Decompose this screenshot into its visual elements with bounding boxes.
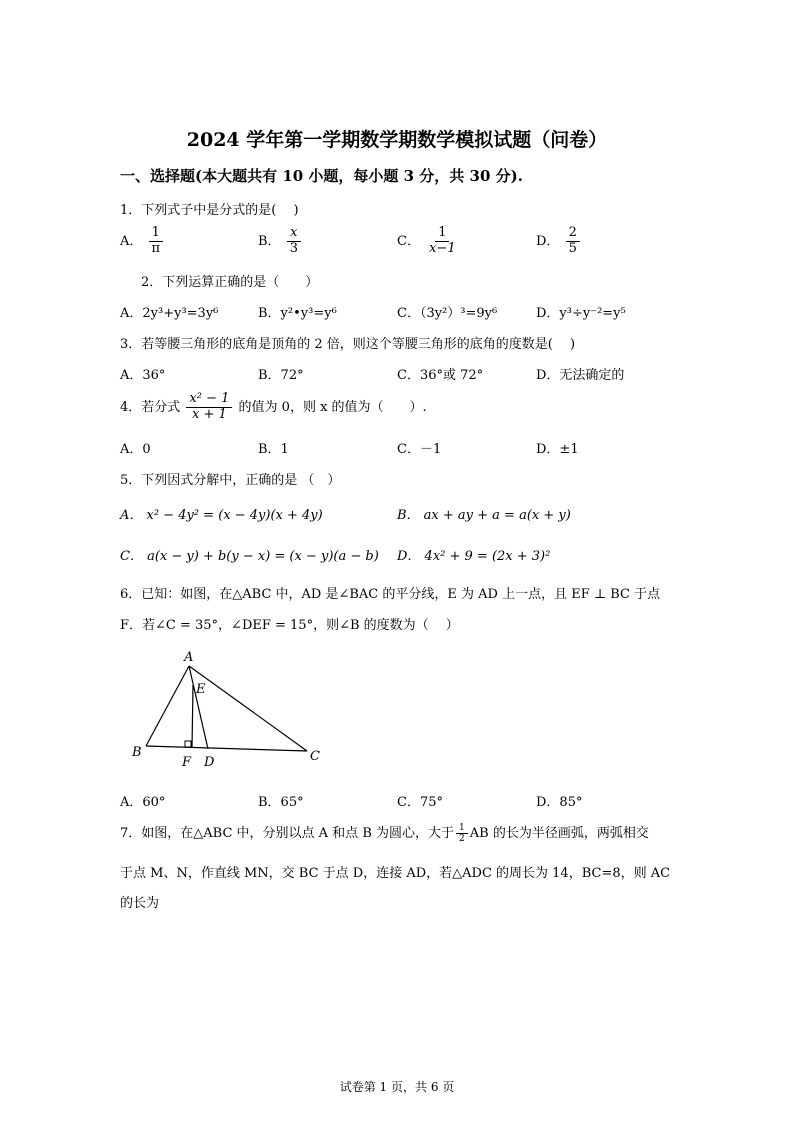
q4-option-b: B．1 [258,442,289,457]
segment-ab [146,666,189,746]
q4-option-c: C．－1 [397,442,442,457]
q1-option-c [397,226,461,257]
q1-d-fraction: $\frac{2}{5}$ [566,226,580,257]
q4-stem-post: 的值为 0，则 x 的值为（ ）. [238,399,427,415]
q6-option-d: D．85° [536,795,583,810]
q1-a-label: A． [120,233,143,249]
q7-stem-post: AB 的长为半径画弧，两弧相交 [469,826,649,841]
label-a: A [184,650,194,665]
q1-c-fraction: $\frac{1}{x-1}$ [429,225,456,256]
q1-d-label: D． [536,233,560,249]
q1-option-d [536,226,582,257]
q1-a-fraction: $\frac{1}{\pi}$ [149,226,164,257]
label-c: C [310,749,320,764]
q5-option-b: B． ax + ay + a = a(x + y) [397,508,571,523]
section-heading: 一、选择题(本大题共有 10 小题，每小题 3 分，共 30 分). [120,167,523,185]
q3-option-b: B．72° [258,368,304,383]
q6-stem-line1: 6．已知：如图，在△ABC 中，AD 是∠BAC 的平分线，E 为 AD 上一点，且 EF ⊥ BC 于点 [120,587,661,602]
q7-stem-line3: 的长为 [120,896,160,911]
q3-option-c: C．36°或 72° [397,368,484,383]
q1-stem: 1．下列式子中是分式的是( ) [120,203,299,218]
q2-option-a: A．2y³+y³=3y⁶ [120,306,219,321]
q3-option-a: A．36° [120,368,166,383]
q5-stem: 5．下列因式分解中，正确的是 （ ） [120,473,341,488]
q7-half-fraction: $\frac{1}{2}$ [456,823,468,845]
q1-option-b [258,226,303,257]
label-d: D [204,755,215,770]
q2-option-d: D．y³÷y⁻²=y⁵ [536,306,626,321]
q4-option-a: A．0 [120,442,151,457]
segment-bc [146,746,307,751]
q2-option-c: C．（3y²）³=9y⁶ [397,306,498,321]
q4-stem [120,392,427,423]
right-angle-mark [185,741,191,747]
q6-option-a: A．60° [120,795,166,810]
q3-option-d: D．无法确定的 [536,368,625,383]
q6-option-b: B．65° [258,795,304,810]
page-title: 2024 学年第一学期数学期数学模拟试题（问卷） [186,129,608,151]
q6-option-c: C．75° [397,795,443,810]
q6-stem-line2: F．若∠C = 35°，∠DEF = 15°，则∠B 的度数为（ ） [120,618,459,633]
q5-option-c: C． a(x − y) + b(y − x) = (x − y)(a − b) [120,549,379,564]
label-b: B [132,745,142,760]
label-e: E [196,682,206,697]
q3-stem: 3．若等腰三角形的底角是顶角的 2 倍，则这个等腰三角形的底角的度数是( ) [120,337,576,352]
q5-option-d: D． 4x² + 9 = (2x + 3)² [397,549,551,564]
q4-option-d: D．±1 [536,442,579,457]
page-footer: 试卷第 1 页，共 6 页 [339,1080,455,1094]
q6-triangle-figure [126,645,336,775]
q1-b-fraction: $\frac{x}{3}$ [287,226,301,257]
q7-stem-pre: 7．如图，在△ABC 中，分别以点 A 和点 B 为圆心，大于 [120,826,455,841]
segment-ef [192,685,193,748]
segment-ac [189,666,307,751]
q5-option-a: A． x² − 4y² = (x − 4y)(x + 4y) [120,508,323,523]
q2-stem: 2．下列运算正确的是（ ） [141,275,319,290]
q2-option-b: B．y²•y³=y⁶ [258,306,337,321]
q7-stem-line2: 于点 M、N，作直线 MN，交 BC 于点 D，连接 AD，若△ADC 的周长为 14，BC=8，则 AC [120,866,671,881]
label-f: F [182,755,192,770]
q7-stem-line1 [120,822,649,844]
q1-option-a [120,226,165,257]
q1-b-label: B． [258,233,281,249]
q4-fraction: $\frac{\text{x² − 1}}{x + 1}$ [186,392,232,423]
q1-c-label: C． [397,233,420,249]
q4-stem-pre: 4．若分式 [120,399,181,415]
